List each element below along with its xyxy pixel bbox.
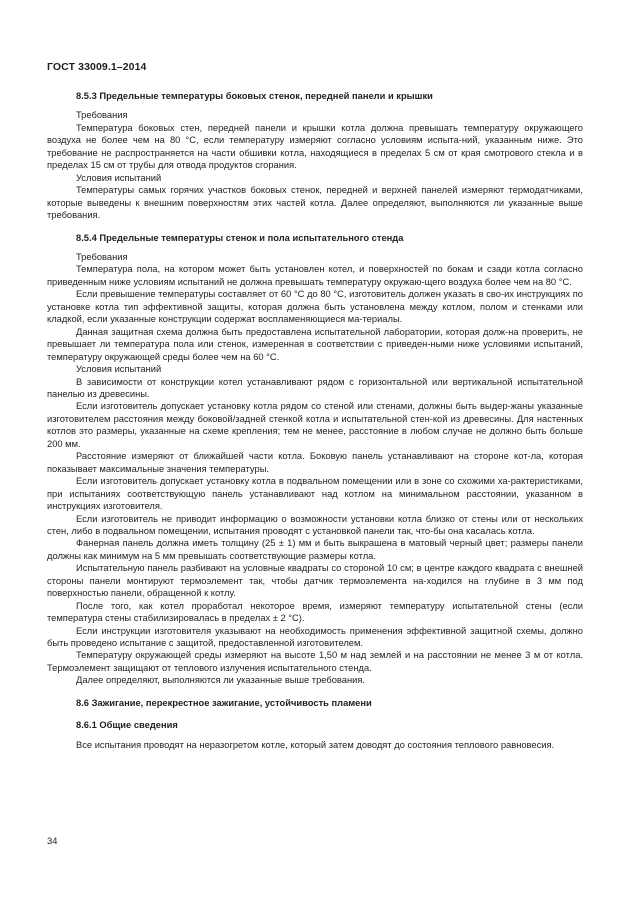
paragraph: Требования — [76, 251, 128, 262]
section-heading: 8.6 Зажигание, перекрестное зажигание, устойчивость пламени — [76, 697, 372, 708]
page-number: 34 — [47, 836, 58, 846]
document-header: ГОСТ 33009.1–2014 — [47, 61, 147, 73]
paragraph: Если превышение температуры составляет от 60 °С до 80 °С, изготовитель должен указать в сво-их инструкциях по установке котла тип эффективной защиты, которая должна быть установлена между котлом, полом и стенками или кладкой, если указанные конструкции содержат воспламеняющиеся ма-териалы. — [47, 289, 583, 325]
paragraph: После того, как котел проработал некоторое время, измеряют температуру испытательной стены (если температура стены стабилизировалась в пределах ± 2 °С). — [47, 600, 583, 624]
paragraph: Если инструкции изготовителя указывают на необходимость применения эффективной защитной схемы, должно быть проведено испытание с защитой, предоставленной изготовителем. — [47, 625, 583, 649]
section-heading: 8.5.4 Предельные температуры стенок и пола испытательного стенда — [76, 232, 404, 243]
paragraph: Фанерная панель должна иметь толщину (25 ± 1) мм и быть выкрашена в матовый черный цвет; размеры панели должны как минимум на 5 мм превышать соответствующие размеры котла. — [47, 538, 583, 561]
paragraph: Условия испытаний — [76, 364, 162, 375]
paragraph: Температура боковых стен, передней панели и крышки котла должна превышать температуру окружающего воздуха не более чем на 80 °С, если температуру измеряют согласно условиям испыта-ний, указанным ниже. Это требование не распространяется на части обшивки котла, находящиеся в пределах 5 см от края смотрового стекла и в пределах 15 см от трубы для отвода продуктов сгорания. — [47, 122, 583, 171]
paragraph: Если изготовитель не приводит информацию о возможности установки котла близко от стены или от нескольких стен, либо в подвальном помещении, испытания проводят с установкой панели так, что-бы она касалась котла. — [47, 513, 583, 536]
paragraph: Расстояние измеряют от ближайшей части котла. Боковую панель устанавливают на стороне кот-ла, которая показывает максимальные значения температуры. — [47, 451, 583, 474]
document-body — [47, 90, 583, 751]
paragraph: Требования — [76, 110, 128, 121]
paragraph: Испытательную панель разбивают на условные квадраты со стороной 10 см; в центре каждого квадрата с внешней стороны панели монтируют термоэлемент так, чтобы датчик термоэлемента на-ходился на глубине в 3 мм под поверхностью панели, обращенной к котлу. — [47, 563, 583, 599]
paragraph: Если изготовитель допускает установку котла рядом со стеной или стенами, должны быть выдер-жаны указанные изготовителем расстояния между боковой/задней стенкой котла и испытательной стен-кой из древесины. Для настенных котлов это размеры, указанные на схеме крепления; тем не менее, расстояние в любом случае не должно быть больше 200 мм. — [47, 401, 583, 449]
section-heading: 8.6.1 Общие сведения — [76, 720, 178, 731]
paragraph: Все испытания проводят на неразогретом котле, который затем доводят до состояния теплового равновесия. — [76, 739, 555, 750]
paragraph: Условия испытаний — [76, 172, 162, 183]
paragraph: Если изготовитель допускает установку котла в подвальном помещении или в зоне со схожими ха-рактеристиками, при испытаниях соответствующую панель устанавливают над котлом на минимальном расстоянии, указанном в инструкциях изготовителя. — [47, 476, 583, 512]
paragraph: Данная защитная схема должна быть предоставлена испытательной лаборатории, которая долж-на проверить, не превышает ли температура пола или стенок, измеренная в соответствии с приведен-ными ниже условиями испытаний, температуру окружающей среды более чем на 60 °С. — [47, 326, 583, 362]
paragraph: В зависимости от конструкции котел устанавливают рядом с горизонтальной или вертикальной испытательной панелью из древесины. — [47, 376, 583, 399]
paragraph: Температуру окружающей среды измеряют на высоте 1,50 м над землей и на расстоянии не менее 3 м от котла. Термоэлемент защищают от теплового излучения испытательного стенда. — [47, 650, 583, 673]
paragraph: Далее определяют, выполняются ли указанные выше требования. — [76, 675, 366, 686]
paragraph: Температура пола, на котором может быть установлен котел, и поверхностей по бокам и сзади котла согласно приведенным ниже условиям испытаний не должна превышать температуру окружаю-щего воздуха более чем на 80 °С. — [47, 264, 583, 287]
section-heading: 8.5.3 Предельные температуры боковых стенок, передней панели и крышки — [76, 91, 433, 101]
paragraph: Температуры самых горячих участков боковых стенок, передней и верхней панелей измеряют термодатчиками, которые выведены к внешним поверхностям этих частей котла. Далее определяют, выполняются ли указанные выше требования. — [47, 185, 583, 221]
